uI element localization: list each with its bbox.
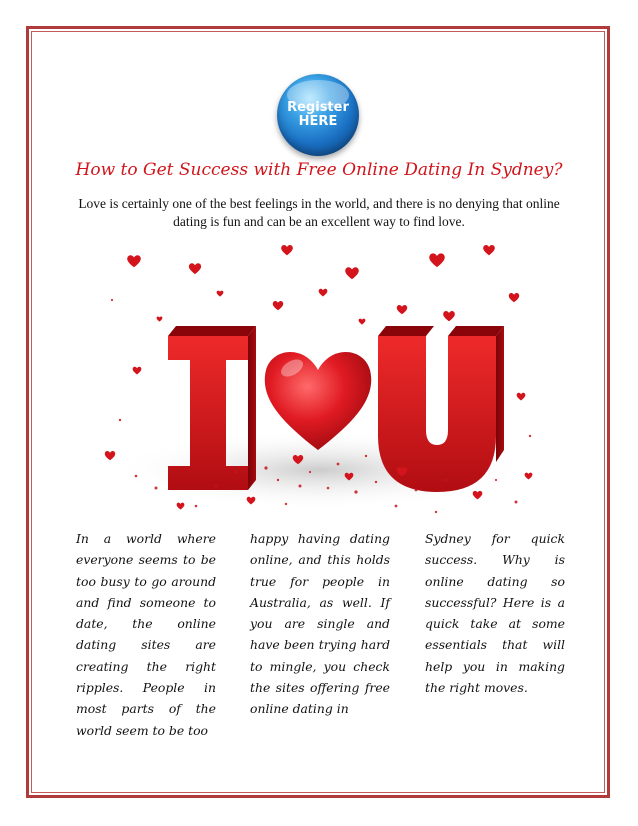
letter-u-shape <box>378 326 504 492</box>
here-label: HERE <box>298 114 338 129</box>
intro-paragraph: Love is certainly one of the best feelings in the world, and there is no denying that online dating is fun and can be an excellent way to find love. <box>78 196 560 229</box>
body-column-2: happy having dating online, and this holds true for people in Australia, as well. If you are single and have been trying hard to mingle, you check the sites offering free online dating in <box>250 531 390 717</box>
register-here-button[interactable] <box>277 74 359 156</box>
register-label: Register <box>287 100 349 115</box>
body-column-3: Sydney for quick success. Why is online dating so successful? Here is a quick take at some essentials that will help you in making the right moves. <box>425 531 565 696</box>
body-column-1: In a world where everyone seems to be too busy to go around and find someone to date, the online dating sites are creating the right ripples. People in most parts of the world seem to be too <box>76 531 216 738</box>
page-title: How to Get Success with Free Online Dating In Sydney? <box>75 160 563 180</box>
i-love-u-image <box>96 240 544 520</box>
